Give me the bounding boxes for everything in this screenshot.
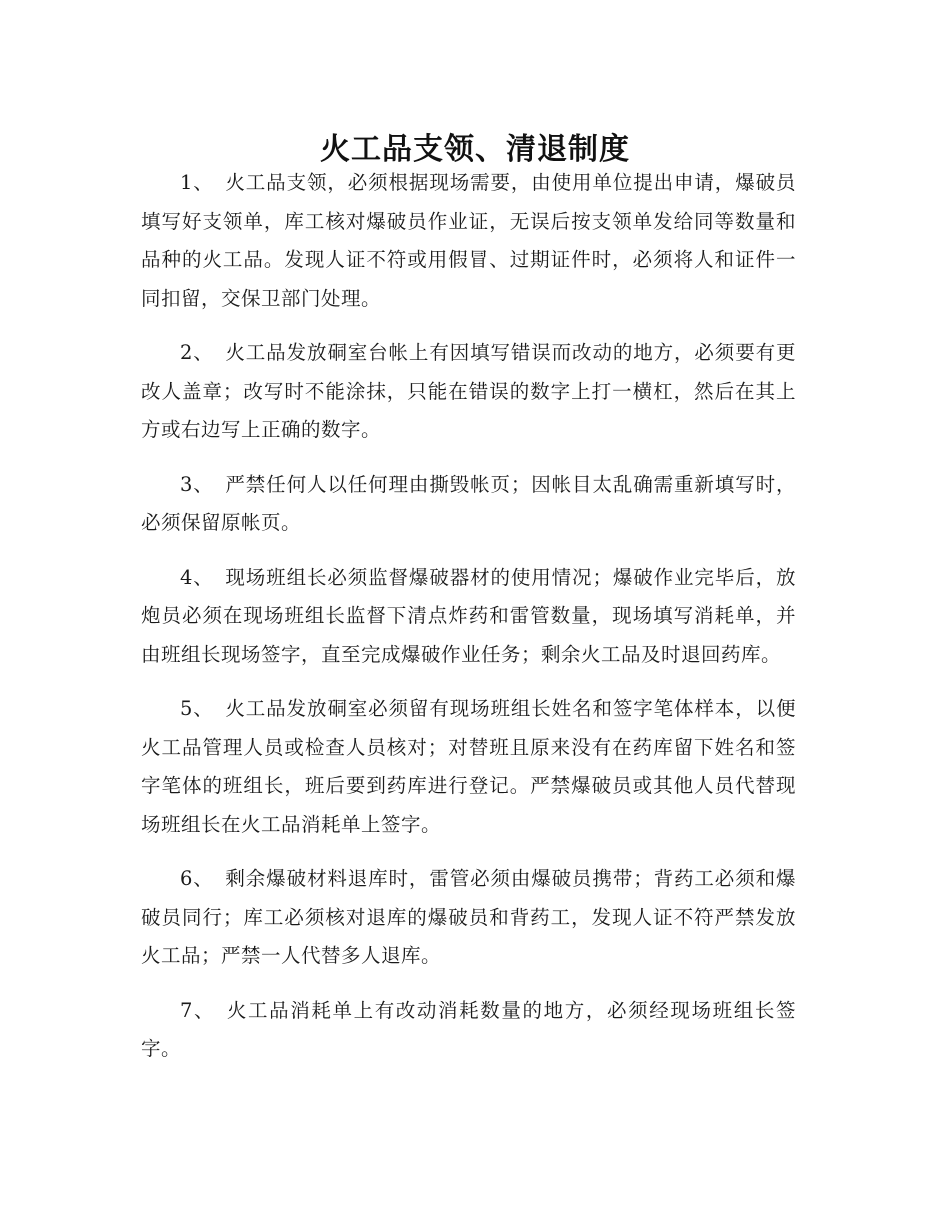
paragraph-text: 现场班组长必须监督爆破器材的使用情况；爆破作业完毕后，放炮员必须在现场班组长监督下清点炸药和雷管数量，现场填写消耗单，并由班组长现场签字，直至完成爆破作业任务；剩余火工品及时退回药库。 bbox=[141, 565, 796, 666]
document-body bbox=[141, 164, 796, 1085]
paragraph-2 bbox=[141, 334, 796, 450]
paragraph-number: 3、 bbox=[180, 472, 214, 496]
paragraph-7 bbox=[141, 992, 796, 1069]
document-title: 火工品支领、清退制度 bbox=[320, 132, 630, 168]
paragraph-number: 5、 bbox=[180, 697, 214, 720]
paragraph-text: 火工品支领，必须根据现场需要，由使用单位提出申请，爆破员填写好支领单，库工核对爆破员作业证，无误后按支领单发给同等数量和品种的火工品。发现人证不符或用假冒、过期证件时，必须将人和证件一同扣留，交保卫部门处理。 bbox=[141, 171, 796, 310]
paragraph-3 bbox=[141, 466, 796, 543]
paragraph-6 bbox=[141, 860, 796, 976]
paragraph-text: 火工品发放硐室台帐上有因填写错误而改动的地方，必须要有更改人盖章；改写时不能涂抹，只能在错误的数字上打一横杠，然后在其上方或右边写上正确的数字。 bbox=[141, 341, 796, 441]
paragraph-number: 6、 bbox=[180, 867, 214, 890]
paragraph-number: 1、 bbox=[180, 171, 214, 194]
paragraph-4 bbox=[141, 559, 796, 675]
paragraph-text: 严禁任何人以任何理由撕毁帐页；因帐目太乱确需重新填写时，必须保留原帐页。 bbox=[141, 472, 796, 534]
paragraph-number: 7、 bbox=[180, 998, 216, 1022]
paragraph-number: 4、 bbox=[180, 565, 214, 589]
paragraph-1 bbox=[141, 164, 796, 318]
paragraph-text: 火工品消耗单上有改动消耗数量的地方，必须经现场班组长签字。 bbox=[141, 998, 796, 1060]
paragraph-text: 剩余爆破材料退库时，雷管必须由爆破员携带；背药工必须和爆破员同行；库工必须核对退库的爆破员和背药工，发现人证不符严禁发放火工品；严禁一人代替多人退库。 bbox=[141, 867, 796, 967]
paragraph-number: 2、 bbox=[180, 341, 214, 364]
paragraph-5 bbox=[141, 690, 796, 844]
paragraph-text: 火工品发放硐室必须留有现场班组长姓名和签字笔体样本，以便火工品管理人员或检查人员核对；对替班且原来没有在药库留下姓名和签字笔体的班组长，班后要到药库进行登记。严禁爆破员或其他人员代替现场班组长在火工品消耗单上签字。 bbox=[141, 697, 796, 836]
